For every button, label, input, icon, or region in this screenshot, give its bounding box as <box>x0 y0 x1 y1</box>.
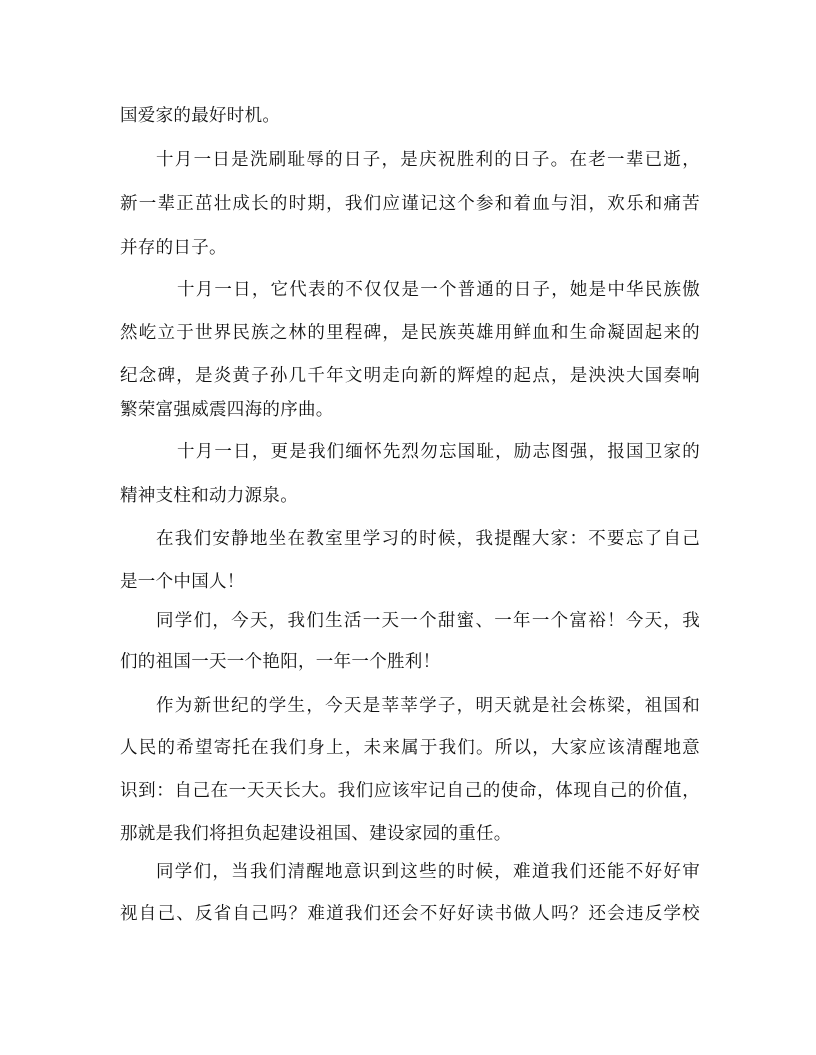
text-line: 十月一日是洗刷耻辱的日子，是庆祝胜利的日子。在老一辈已逝， <box>156 150 700 170</box>
text-line: 们的祖国一天一个艳阳，一年一个胜利！ <box>120 652 441 672</box>
text-line: 精神支柱和动力源泉。 <box>120 486 298 506</box>
text-line: 国爱家的最好时机。 <box>120 106 281 126</box>
text-line: 同学们，今天，我们生活一天一个甜蜜、一年一个富裕！今天，我 <box>156 611 700 631</box>
text-line: 新一辈正茁壮成长的时期，我们应谨记这个参和着血与泪，欢乐和痛苦 <box>120 194 700 214</box>
text-line: 视自己、反省自己吗？难道我们还会不好好读书做人吗？还会违反学校 <box>120 904 700 924</box>
text-line: 在我们安静地坐在教室里学习的时候，我提醒大家：不要忘了自己 <box>156 529 700 549</box>
text-line: 是一个中国人！ <box>120 572 245 592</box>
text-line: 十月一日，更是我们缅怀先烈勿忘国耻，励志图强，报国卫家的 <box>177 442 700 462</box>
text-line: 识到：自己在一天天长大。我们应该牢记自己的使命，体现自己的价值， <box>120 781 700 801</box>
text-line: 纪念碑，是炎黄子孙几千年文明走向新的辉煌的起点，是泱泱大国奏响 <box>120 366 700 386</box>
text-line: 并存的日子。 <box>120 238 227 258</box>
text-line: 人民的希望寄托在我们身上，未来属于我们。所以，大家应该清醒地意 <box>120 738 700 758</box>
text-line: 十月一日，它代表的不仅仅是一个普通的日子，她是中华民族傲 <box>177 280 700 300</box>
text-line: 作为新世纪的学生，今天是莘莘学子，明天就是社会栋梁，祖国和 <box>156 696 700 716</box>
text-line: 同学们，当我们清醒地意识到这些的时候，难道我们还能不好好审 <box>156 862 700 882</box>
text-line: 然屹立于世界民族之林的里程碑，是民族英雄用鲜血和生命凝固起来的 <box>120 323 700 343</box>
text-line: 繁荣富强威震四海的序曲。 <box>120 400 334 420</box>
text-line: 那就是我们将担负起建设祖国、建设家园的重任。 <box>120 824 512 844</box>
